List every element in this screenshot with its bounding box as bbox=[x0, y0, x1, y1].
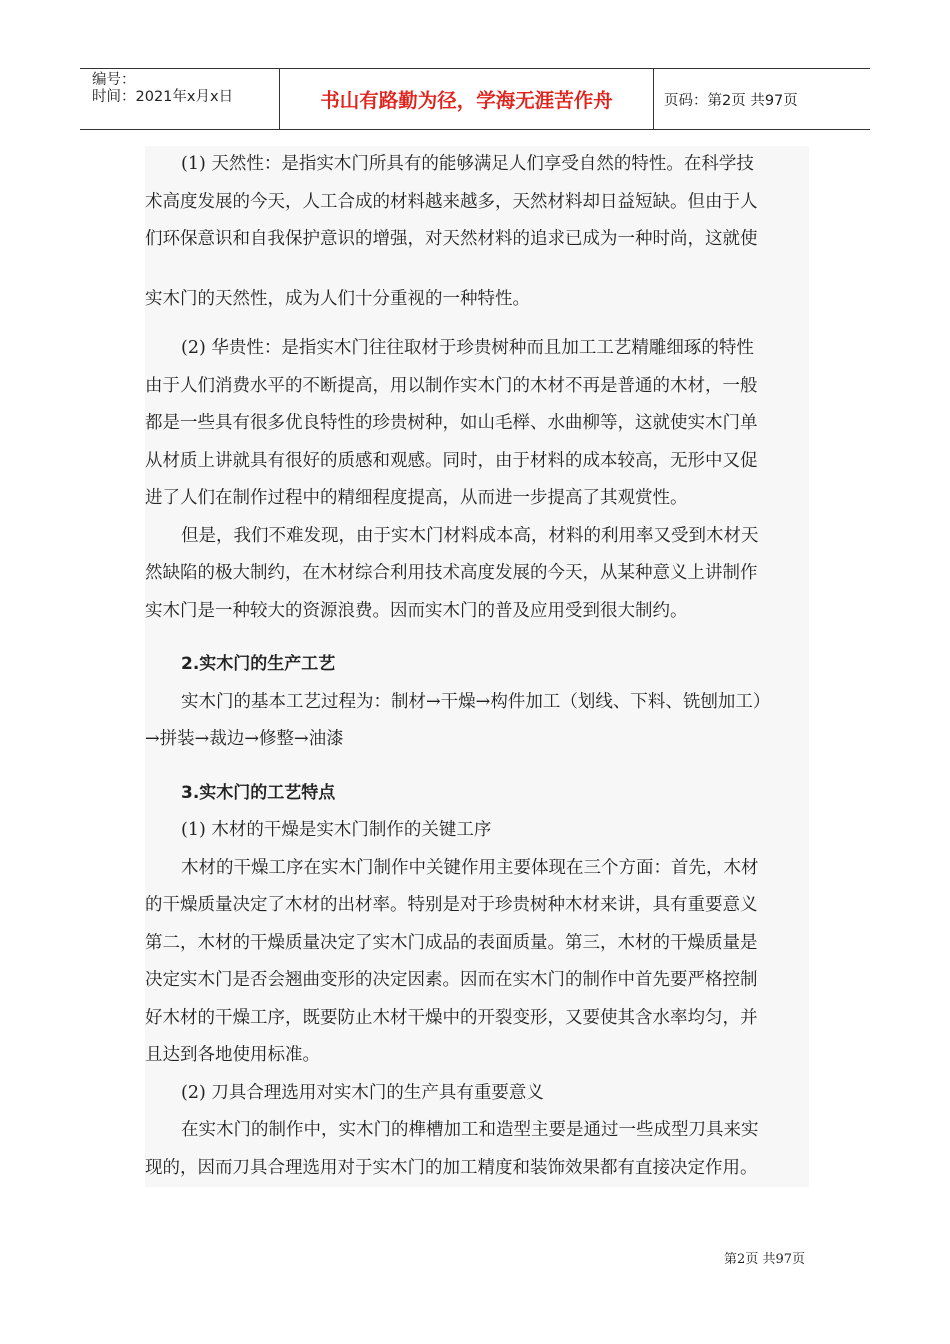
paragraph-line: (1) 木材的干燥是实木门制作的关键工序 bbox=[181, 820, 492, 840]
paragraph-line: 进了人们在制作过程中的精细程度提高，从而进一步提高了其观赏性。 bbox=[145, 488, 688, 508]
paragraph-line: 们环保意识和自我保护意识的增强，对天然材料的追求已成为一种时尚，这就使 bbox=[145, 229, 758, 249]
paragraph-line: 从材质上讲就具有很好的质感和观感。同时，由于材料的成本较高，无形中又促 bbox=[145, 450, 758, 471]
paragraph-line: 木材的干燥工序在实木门制作中关键作用主要体现在三个方面：首先，木材 bbox=[181, 857, 759, 878]
paragraph-line: 现的，因而刀具合理选用对于实木门的加工精度和装饰效果都有直接决定作用。 bbox=[145, 1157, 758, 1178]
header-motto: 书山有路勤为径，学海无涯苦作舟 bbox=[280, 69, 654, 129]
paragraph-line: 但是，我们不难发现，由于实木门材料成本高，材料的利用率又受到木材天 bbox=[181, 525, 759, 546]
paragraph-line: 实木门的天然性，成为人们十分重视的一种特性。 bbox=[145, 288, 530, 309]
header-page-number: 页码：第2页 共97页 bbox=[664, 92, 798, 109]
paragraph-line: (2) 华贵性：是指实木门往往取材于珍贵树种而且加工工艺精雕细琢的特性 bbox=[181, 338, 754, 358]
paragraph-line: 术高度发展的今天，人工合成的材料越来越多，天然材料却日益短缺。但由于人 bbox=[145, 191, 758, 212]
paragraph-line: 决定实木门是否会翘曲变形的决定因素。因而在实木门的制作中首先要严格控制 bbox=[145, 970, 758, 990]
document-body bbox=[145, 146, 809, 1187]
paragraph-line: 然缺陷的极大制约，在木材综合利用技术高度发展的今天，从某种意义上讲制作 bbox=[145, 563, 758, 583]
page-footer: 第2页 共97页 bbox=[724, 1252, 805, 1267]
paragraph-line: (2) 刀具合理选用对实木门的生产具有重要意义 bbox=[181, 1082, 544, 1103]
paragraph-line: 的干燥质量决定了木材的出材率。特别是对于珍贵树种木材来讲，具有重要意义 bbox=[145, 895, 758, 915]
paragraph-line: 在实木门的制作中，实木门的榫槽加工和造型主要是通过一些成型刀具来实 bbox=[181, 1120, 759, 1140]
paragraph-line: 且达到各地使用标准。 bbox=[145, 1045, 320, 1065]
header-meta bbox=[80, 69, 280, 129]
section-heading: 3.实木门的工艺特点 bbox=[181, 782, 336, 803]
paragraph-line: 实木门的基本工艺过程为：制材→干燥→构件加工（划线、下料、铣刨加工） bbox=[181, 691, 771, 712]
number-label: 编号： bbox=[92, 72, 136, 88]
paragraph-line: 好木材的干燥工序，既要防止木材干燥中的开裂变形，又要使其含水率均匀，并 bbox=[145, 1007, 758, 1028]
page-header bbox=[80, 68, 870, 130]
section-heading: 2.实木门的生产工艺 bbox=[181, 654, 336, 674]
paragraph-line: 第二，木材的干燥质量决定了实木门成品的表面质量。第三，木材的干燥质量是 bbox=[145, 932, 758, 953]
paragraph-line: (1) 天然性：是指实木门所具有的能够满足人们享受自然的特性。在科学技 bbox=[181, 154, 754, 174]
time-label: 时间：2021年x月x日 bbox=[92, 89, 234, 105]
paragraph-line: 都是一些具有很多优良特性的珍贵树种，如山毛榉、水曲柳等，这就使实木门单 bbox=[145, 413, 758, 433]
paragraph-line: 实木门是一种较大的资源浪费。因而实木门的普及应用受到很大制约。 bbox=[145, 600, 688, 621]
paragraph-line: 由于人们消费水平的不断提高，用以制作实木门的木材不再是普通的木材，一般 bbox=[145, 375, 758, 396]
paragraph-line: →拼装→裁边→修整→油漆 bbox=[145, 729, 344, 749]
